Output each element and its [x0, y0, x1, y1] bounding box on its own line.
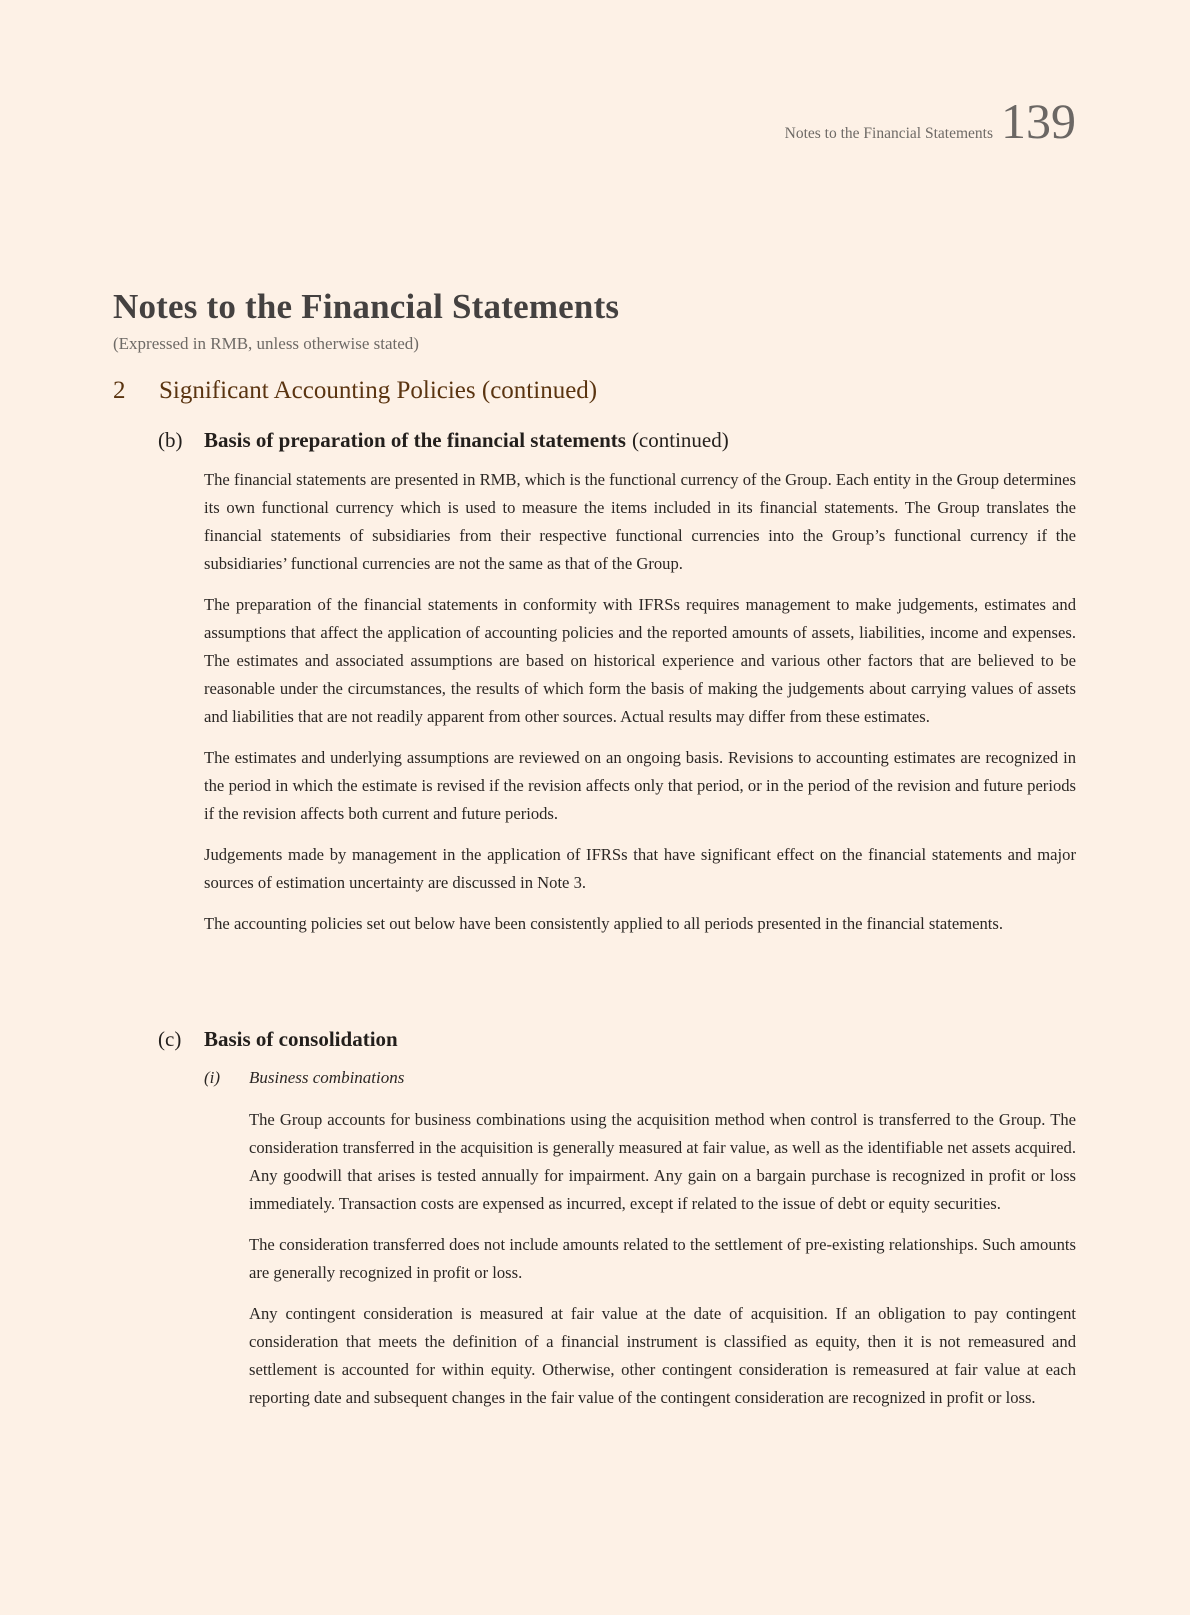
running-header: [784, 93, 1076, 149]
page-number: 139: [1001, 93, 1076, 149]
item-i-title: Business combinations: [249, 1068, 405, 1087]
item-i-label: (i): [204, 1068, 221, 1087]
paragraph: The preparation of the financial statements in conformity with IFRSs requires management to make judgements, estimates and assumptions that affect the application of accounting policies and the reported amounts of assets, liabilities, income and expenses. The estimates and associated assumptions are based on historical experience and various other factors that are believed to be reasonable under the circumstances, the results of which form the basis of making the judgements about carrying values of assets and liabilities that are not readily apparent from other sources. Actual results may differ from these estimates.: [204, 595, 1076, 726]
section-title: Significant Accounting Policies (continued): [159, 377, 598, 404]
paragraph: The Group accounts for business combinations using the acquisition method when control is transferred to the Group. The consideration transferred in the acquisition is generally measured at fair value, as well as the identifiable net assets acquired. Any goodwill that arises is tested annually for impairment. Any gain on a bargain purchase is recognized in profit or loss immediately. Transaction costs are expensed as incurred, except if related to the issue of debt or equity securities.: [249, 1110, 1076, 1213]
page-title: Notes to the Financial Statements: [113, 287, 620, 326]
item-i-heading: [204, 1068, 404, 1088]
item-i-body: [249, 1106, 1076, 1425]
paragraph: The financial statements are presented in RMB, which is the functional currency of the Group. Each entity in the Group determines its own functional currency which is used to measure the items included in its financial statements. The Group translates the financial statements of subsidiaries from their respective functional currencies into the Group’s functional currency if the subsidiaries’ functional currencies are not the same as that of the Group.: [204, 470, 1076, 573]
page-subtitle: (Expressed in RMB, unless otherwise stated): [113, 334, 419, 353]
section-heading: [113, 377, 597, 405]
subsection-b-label: (b): [158, 428, 183, 452]
paragraph: Judgements made by management in the application of IFRSs that have significant effect on the financial statements and major sources of estimation uncertainty are discussed in Note 3.: [204, 845, 1076, 892]
paragraph: The consideration transferred does not include amounts related to the settlement of pre-existing relationships. Such amounts are generally recognized in profit or loss.: [249, 1235, 1076, 1282]
paragraph: The estimates and underlying assumptions are reviewed on an ongoing basis. Revisions to accounting estimates are recognized in the period in which the estimate is revised if the revision affects only that period, or in the period of the revision and future periods if the revision affects both current and future periods.: [204, 748, 1076, 823]
subsection-c-title: Basis of consolidation: [204, 1027, 398, 1051]
subsection-b-suffix: (continued): [631, 428, 729, 452]
running-header-title: Notes to the Financial Statements: [784, 125, 993, 142]
paragraph: The accounting policies set out below have been consistently applied to all periods presented in the financial statements.: [204, 914, 1004, 933]
section-number: 2: [113, 377, 126, 404]
subsection-b-title: Basis of preparation of the financial statements: [204, 428, 626, 452]
subsection-c-heading: [158, 1027, 398, 1052]
subsection-c-label: (c): [158, 1027, 182, 1051]
subsection-b-heading: [158, 428, 729, 453]
paragraph: Any contingent consideration is measured at fair value at the date of acquisition. If an obligation to pay contingent consideration that meets the definition of a financial instrument is classified as equity, then it is not remeasured and settlement is accounted for within equity. Otherwise, other contingent consideration is remeasured at fair value at each reporting date and subsequent changes in the fair value of the contingent consideration are recognized in profit or loss.: [249, 1304, 1076, 1407]
subsection-b-body: [204, 466, 1076, 951]
